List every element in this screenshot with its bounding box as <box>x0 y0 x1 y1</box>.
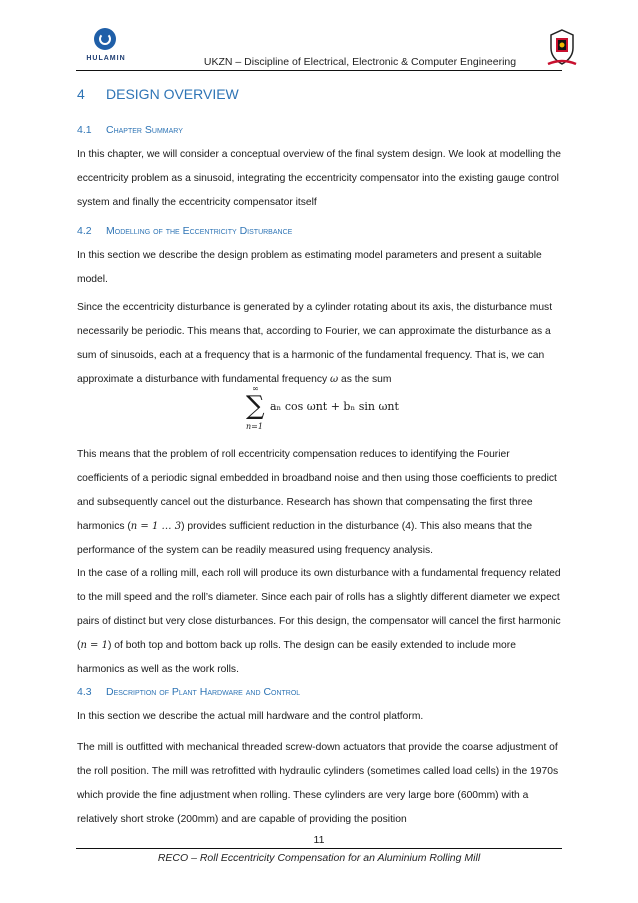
paragraph-text: as the sum <box>341 374 392 385</box>
header-rule <box>76 70 562 71</box>
footer-rule <box>76 848 562 849</box>
section-title: Modelling of the Eccentricity Disturbance <box>106 225 293 237</box>
chapter-number: 4 <box>77 86 85 102</box>
paragraph-text: This means that the problem of roll eccentricity compensation reduces to identifying the Fourier coefficients of a periodic signal embedded in broadband noise and then using those coefficients to predict and subsequently cancel out the disturbance. Research has shown that compensating the first three harmonics ( <box>77 449 557 532</box>
paragraph: In this chapter, we will consider a conceptual overview of the final system design. We look at modelling the eccentricity problem as a sinusoid, integrating the eccentricity compensator into the existing gauge control system and finally the eccentricity compensator itself <box>77 149 562 208</box>
paragraph: In this section we describe the design problem as estimating model parameters and present a suitable model. <box>77 250 542 285</box>
section-heading <box>77 686 300 698</box>
section-number: 4.2 <box>77 225 92 237</box>
sum-lower-limit: n=1 <box>246 422 263 431</box>
paragraph: In this section we describe the actual mill hardware and the control platform. <box>77 711 424 722</box>
header-title: UKZN – Discipline of Electrical, Electronic & Computer Engineering <box>203 56 517 68</box>
hulamin-logo-icon <box>94 28 116 50</box>
sum-expression: aₙ cos ωnt + bₙ sin ωnt <box>270 400 399 413</box>
section-number: 4.3 <box>77 686 92 698</box>
section-heading <box>77 124 183 136</box>
paragraph <box>77 562 563 682</box>
paragraph-text: In the case of a rolling mill, each roll will produce its own disturbance with a fundamental frequency related to the mill speed and the roll’s diameter. Since each pair of rolls has a slightly different diameter we expect pairs of distinct but very close disturbances. For this design, the compensator will cancel the first harmonic ( <box>77 568 561 651</box>
math-omega: ω <box>330 374 339 385</box>
chapter-title: DESIGN OVERVIEW <box>106 86 239 102</box>
paragraph-text: ) of both top and bottom back up rolls. The design can be easily extended to include more harmonics as well as the work rolls. <box>77 640 516 675</box>
hulamin-logo-text: HULAMIN <box>86 55 126 62</box>
paragraph-text: Since the eccentricity disturbance is generated by a cylinder rotating about its axis, the disturbance must necessarily be periodic. This means that, according to Fourier, we can approximate the disturbance as a sum of sinusoids, each at a frequency that is a harmonic of the fundamental frequency. That is, we can approximate a disturbance with fundamental frequency <box>77 302 553 385</box>
section-title: Description of Plant Hardware and Control <box>106 686 301 698</box>
section-heading <box>77 225 292 237</box>
section-title: Chapter Summary <box>106 124 183 136</box>
paragraph: The mill is outfitted with mechanical threaded screw-down actuators that provide the coarse adjustment of the roll position. The mill was retrofitted with hydraulic cylinders (sometimes called load cells) in the 1970s which provide the fine adjustment when rolling. These cylinders are very large bore (600mm) with a relatively short stroke (200mm) and are capable of providing the position <box>77 742 559 825</box>
paragraph <box>77 443 563 563</box>
sum-equation <box>246 384 406 440</box>
paragraph <box>77 296 563 392</box>
ukzn-crest-icon <box>546 28 578 68</box>
math-harmonics: n = 1 … 3 <box>130 521 182 532</box>
sigma-icon: ∑ <box>246 391 265 421</box>
footer-title: RECO – Roll Eccentricity Compensation for an Aluminium Rolling Mill <box>157 852 481 864</box>
section-number: 4.1 <box>77 124 92 136</box>
chapter-heading <box>77 86 239 102</box>
hulamin-logo <box>76 28 136 68</box>
page-number: 11 <box>313 834 325 846</box>
sum-upper-limit: ∞ <box>252 384 259 393</box>
math-first-harmonic: n = 1 <box>80 640 108 651</box>
paragraph-text: ) provides sufficient reduction in the disturbance (4). This also means that the performance of the system can be readily measured using frequency analysis. <box>77 521 533 556</box>
